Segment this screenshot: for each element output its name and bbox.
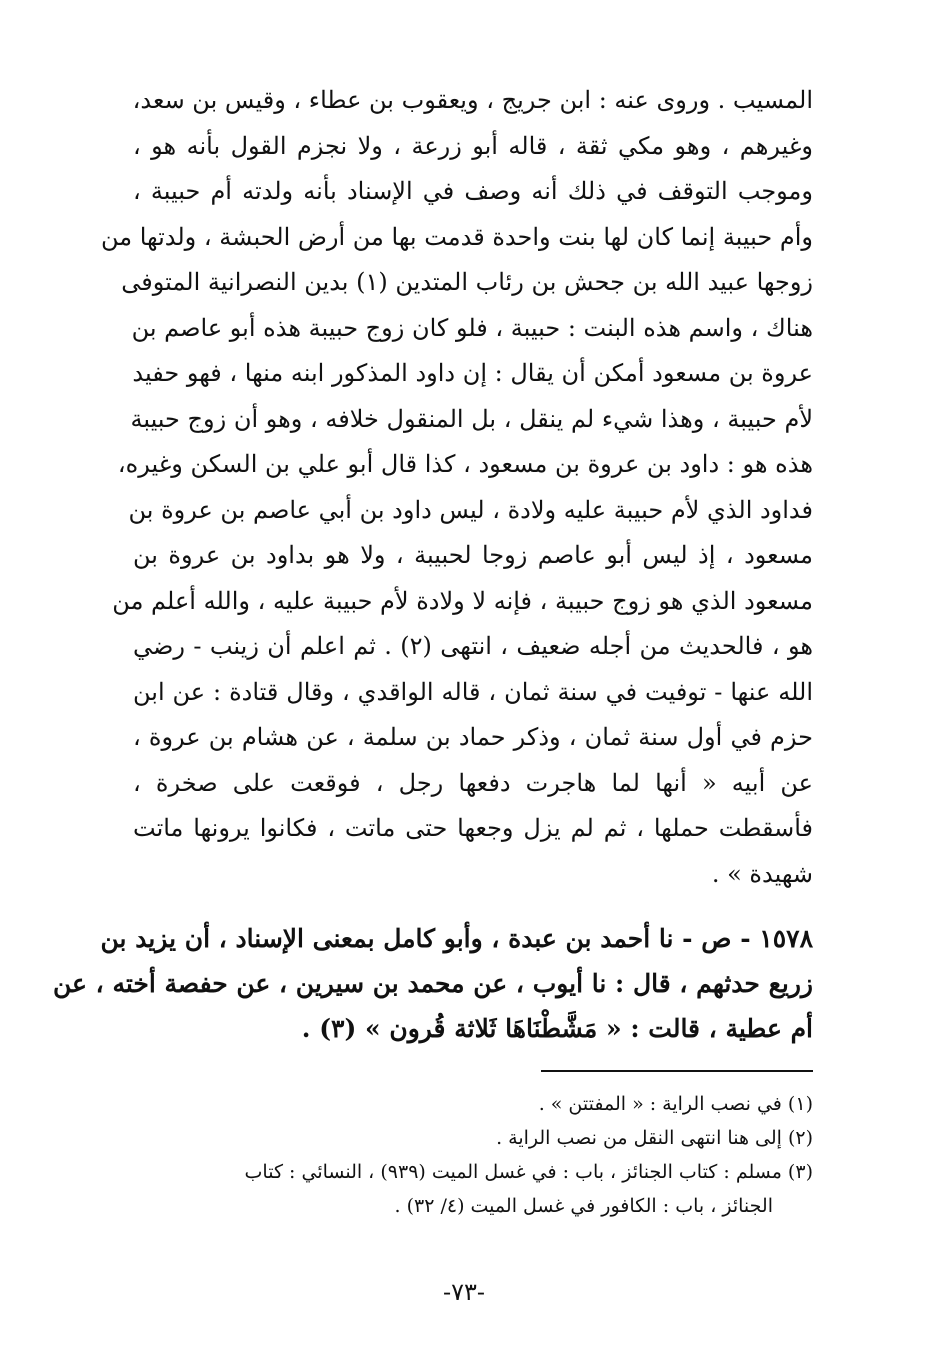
body-line: حزم في أول سنة ثمان ، وذكر حماد بن سلمة ، عن هشام بن عروة ، (133, 723, 813, 751)
body-line: مسعود الذي هو زوج حبيبة ، فإنه لا ولادة لأم حبيبة عليه ، والله أعلم من (112, 586, 813, 615)
body-line: الله عنها - توفيت في سنة ثمان ، قاله الواقدي ، وقال قتادة : عن ابن (133, 677, 813, 706)
body-line: فداود الذي لأم حبيبة عليه ولادة ، ليس داود بن أبي عاصم بن عروة بن (128, 495, 813, 524)
body-line: فأسقطت حملها ، ثم لم يزل وجعها حتى ماتت ، فكانوا يرونها ماتت (133, 814, 813, 842)
body-line: هو ، فالحديث من أجله ضعيف ، انتهى (٢) . ثم اعلم أن زينب - رضي (133, 632, 814, 660)
hadith-line: زريع حدثهم ، قال : نا أيوب ، عن محمد بن سيرين ، عن حفصة أخته ، عن (53, 969, 813, 998)
footnote: (٣) مسلم : كتاب الجنائز ، باب : في غسل الميت (٩٣٩) ، النسائي : كتاب (244, 1161, 813, 1183)
footnote: (١) في نصب الراية : « المفتتن » . (538, 1093, 813, 1115)
body-line: وأم حبيبة إنما كان لها بنت واحدة قدمت بها من أرض الحبشة ، ولدتها من (100, 222, 813, 251)
footnote-separator (541, 1070, 813, 1072)
body-line: المسيب . وروى عنه : ابن جريج ، ويعقوب بن عطاء ، وقيس بن سعد، (132, 86, 813, 114)
hadith-line: أم عطية ، قالت : « مَشَّطْنَاهَا ثَلاثة قُرون » (٣) . (301, 1014, 813, 1043)
body-line: وغيرهم ، وهو مكي ثقة ، قاله أبو زرعة ، ولا نجزم القول بأنه هو ، (133, 131, 814, 160)
footnotes (133, 1087, 813, 1223)
body-line: عن أبيه « أنها لما هاجرت دفعها رجل ، فوقعت على صخرة ، (133, 768, 813, 797)
body-line: لأم حبيبة ، وهذا شيء لم ينقل ، بل المنقول خلافه ، وهو أن زوج حبيبة (130, 404, 813, 433)
body-line: عروة بن مسعود أمكن أن يقال : إن داود المذكور ابنه منها ، فهو حفيد (132, 359, 813, 387)
body-line: هذه هو : داود بن عروة بن مسعود ، كذا قال أبو علي بن السكن وغيره، (117, 450, 813, 478)
body-line: مسعود ، إذ ليس أبو عاصم زوجا لحبيبة ، ولا هو بداود بن عروة بن (133, 541, 813, 569)
body-line: هناك ، واسم هذه البنت : حبيبة ، فلو كان زوج حبيبة هذه أبو عاصم بن (131, 313, 813, 342)
body-line: شهيدة » . (711, 859, 813, 888)
body-line: زوجها عبيد الله بن جحش بن رئاب المتدين (١) بدين النصرانية المتوفى (121, 268, 813, 296)
hadith-text (53, 916, 813, 1051)
body-text (100, 78, 814, 897)
body-line: وموجب التوقف في ذلك أنه وصف في الإسناد بأنه ولدته أم حبيبة ، (133, 177, 813, 205)
footnote: (٢) إلى هنا انتهى النقل من نصب الراية . (496, 1127, 813, 1149)
footnote-continuation: الجنائز ، باب : الكافور في غسل الميت (٤/ ٣٢) . (394, 1195, 773, 1217)
page-number: -٧٣- (443, 1278, 485, 1306)
hadith-line: ١٥٧٨ - ص - نا أحمد بن عبدة ، وأبو كامل بمعنى الإسناد ، أن يزيد بن (100, 924, 813, 953)
